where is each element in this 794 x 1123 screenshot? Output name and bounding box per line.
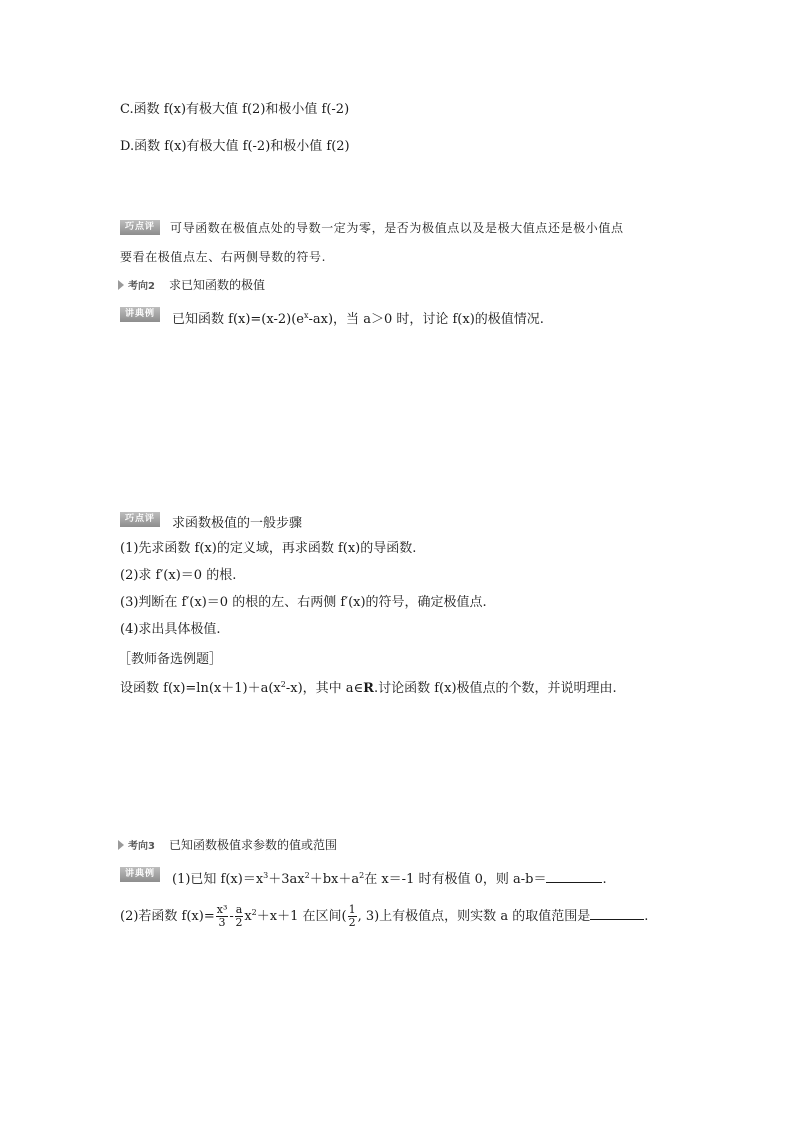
q1-exp-1: 3 bbox=[263, 871, 269, 880]
answer-blank[interactable] bbox=[546, 882, 602, 883]
q1-exp-3: 2 bbox=[359, 871, 365, 880]
backup-exponent: 2 bbox=[280, 680, 286, 689]
answer-blank-2[interactable] bbox=[590, 919, 644, 920]
option-c: C.函数 f(x)有极大值 f(2)和极小值 f(-2) bbox=[120, 102, 350, 117]
kaoxiang3-heading bbox=[118, 836, 337, 853]
kaoxiang3-title: 已知函数极值求参数的值或范围 bbox=[168, 838, 337, 852]
example2-exponent: x bbox=[304, 311, 309, 320]
comment-tag: 巧点评 bbox=[120, 220, 160, 235]
example3-q2: (2)若函数 f(x)= $\frac{\text{x³}}{3}$ - $\frac{a}{2}$ $x^2+x+1$ 在区间( $\frac{1}{2}$ , 3)上有极值点，则实数 a 的取值范围是 . bbox=[120, 903, 649, 929]
example2-prefix: 已知函数 f(x)=(x-2)(e bbox=[172, 312, 304, 327]
kaoxiang2-title: 求已知函数的极值 bbox=[168, 278, 265, 292]
q1-part-a: (1)已知 f(x)＝x bbox=[172, 872, 264, 887]
backup-p1: 设函数 f(x)=ln(x＋1)＋a(x bbox=[120, 681, 281, 696]
kaoxiang2-label: 考向2 bbox=[128, 281, 155, 292]
q2-minus: - bbox=[229, 909, 234, 924]
q1-exp-2: 2 bbox=[304, 871, 310, 880]
fraction-x3-over-3 bbox=[216, 904, 229, 929]
q1-part-c: ＋bx＋a bbox=[309, 872, 360, 887]
kaoxiang2-heading bbox=[118, 276, 265, 293]
backup-p3: .讨论函数 f(x)极值点的个数，并说明理由. bbox=[373, 681, 617, 696]
frac3-numerator: 1 bbox=[348, 903, 356, 916]
comment1-line1: 可导函数在极值点处的导数一定为零，是否为极值点以及是极大值点还是极小值点 bbox=[170, 221, 624, 235]
frac3-denominator: 2 bbox=[348, 916, 356, 929]
backup-problem bbox=[120, 680, 617, 698]
example2-text bbox=[172, 308, 544, 327]
q2-part-c: ＋x＋1 在区间( bbox=[256, 909, 347, 924]
backup-heading: ［教师备选例题］ bbox=[118, 652, 223, 667]
comment2-step-3: (3)判断在 f′(x)＝0 的根的左、右两侧 f′(x)的符号，确定极值点. bbox=[120, 595, 487, 610]
frac1-numerator: x³ bbox=[216, 903, 228, 916]
comment2-title: 求函数极值的一般步骤 bbox=[172, 516, 303, 531]
backup-real-set: R bbox=[363, 681, 374, 696]
kaoxiang3-label: 考向3 bbox=[128, 841, 155, 852]
triangle-icon bbox=[118, 840, 124, 850]
q1-part-b: ＋3ax bbox=[268, 872, 305, 887]
q1-part-d: 在 x＝-1 时有极值 0，则 a-b＝ bbox=[364, 872, 547, 887]
triangle-icon bbox=[118, 280, 124, 290]
option-d: D.函数 f(x)有极大值 f(-2)和极小值 f(2) bbox=[120, 139, 350, 154]
fraction-1-over-2 bbox=[348, 904, 357, 929]
backup-p2: -x)，其中 a∈ bbox=[285, 681, 364, 696]
q2-exp: 2 bbox=[251, 908, 257, 917]
comment-tag-2: 巧点评 bbox=[120, 512, 160, 527]
example2-suffix: -ax)，当 a＞0 时，讨论 f(x)的极值情况. bbox=[308, 312, 544, 327]
comment2-step-1: (1)先求函数 f(x)的定义域，再求函数 f(x)的导函数. bbox=[120, 541, 417, 556]
example-tag: 讲典例 bbox=[120, 307, 160, 322]
comment2-step-4: (4)求出具体极值. bbox=[120, 622, 221, 637]
frac2-numerator: a bbox=[235, 903, 243, 916]
comment2-step-2: (2)求 f′(x)＝0 的根. bbox=[120, 568, 237, 583]
example3-q1: (1)已知 $f(x)=x^3+3ax^2+bx+a^2$在 x＝-1 时有极值 0，则 a-b＝ . bbox=[172, 871, 607, 887]
comment1-line2: 要看在极值点左、右两侧导数的符号. bbox=[120, 250, 327, 264]
fraction-a-over-2 bbox=[235, 904, 244, 929]
frac2-denominator: 2 bbox=[235, 916, 243, 929]
example-tag-2: 讲典例 bbox=[120, 867, 160, 882]
q2-part-d: , 3)上有极值点，则实数 a 的取值范围是 bbox=[357, 909, 591, 924]
q2-part-b: x bbox=[244, 909, 252, 924]
q2-part-a: (2)若函数 f(x)= bbox=[120, 909, 215, 924]
frac1-denominator: 3 bbox=[218, 916, 226, 929]
